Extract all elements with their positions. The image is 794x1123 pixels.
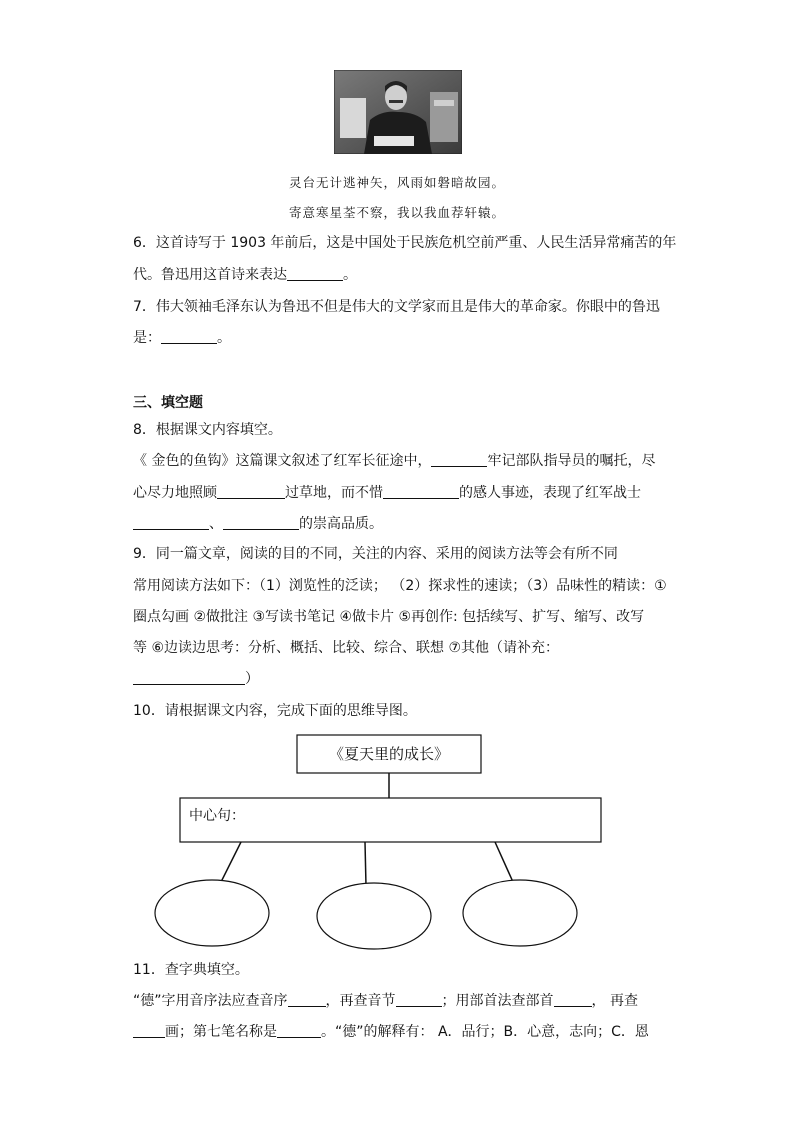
q9-line-4: 等 ⑥边读边思考：分析、概括、比较、综合、联想 ⑦其他（请补充： (133, 640, 560, 656)
branch-ellipse-3[interactable] (463, 880, 577, 946)
q6-line-2: 代。鲁迅用这首诗来表达 。 (133, 267, 357, 283)
q6-line-1: 6．这首诗写于 1903 年前后，这是中国处于民族危机空前严重、人民生活异常痛苦的年 (133, 235, 677, 251)
q8-line-3: 、 的崇高品质。 (133, 514, 383, 534)
q8-prompt: 8．根据课文内容填空。 (133, 422, 282, 438)
center-sentence-label: 中心句： (189, 808, 245, 824)
q9-line-1: 9．同一篇文章，阅读的目的不同，关注的内容、采用的阅读方法等会有所不同 (133, 546, 618, 562)
section-3-title: 三、填空题 (133, 395, 203, 411)
q7-line-2: 是： 。 (133, 330, 231, 346)
q11-blank-4[interactable] (133, 1023, 165, 1038)
q8-line-2: 心尽力地照顾 过草地，而不惜 的感人事迹，表现了红军战士 (133, 485, 641, 501)
branch-ellipse-2[interactable] (317, 883, 431, 949)
q11-prompt: 11．查字典填空。 (133, 962, 249, 978)
q11-line-2: 画；第七笔名称是 。“德”的解释有： A．品行；B．心意，志向；C．恩 (133, 1022, 649, 1042)
q7-line-1: 7．伟大领袖毛泽东认为鲁迅不但是伟大的文学家而且是伟大的革命家。你眼中的鲁迅 (133, 299, 660, 315)
q9-line-2: 常用阅读方法如下：（1）浏览性的泛读； （2）探求性的速读；（3）品味性的精读：① (133, 578, 667, 594)
q11-blank-5[interactable] (277, 1023, 321, 1038)
poem-line-2: 寄意寒星荃不察，我以我血荐轩辕。 (288, 205, 505, 220)
q11-blank-3[interactable] (554, 992, 592, 1007)
q9-line-5: ） (133, 669, 259, 689)
connector-right (495, 842, 513, 882)
q10-prompt: 10．请根据课文内容，完成下面的思维导图。 (133, 703, 417, 719)
q11-blank-2[interactable] (396, 992, 442, 1007)
q11-blank-1[interactable] (288, 992, 326, 1007)
q11-line-1: “德”字用音序法应查音序 ，再查音节 ；用部首法查部首 ， 再查 (133, 993, 638, 1009)
mind-map-title: 《夏天里的成长》 (328, 745, 449, 763)
q8-line-1: 《 金色的鱼钩》这篇课文叙述了红军长征途中， 牢记部队指导员的嘱托，尽 (133, 453, 656, 469)
connector-middle (365, 842, 366, 886)
connector-left (221, 842, 241, 882)
branch-ellipse-1[interactable] (155, 880, 269, 946)
poem-line-1: 灵台无计逃神矢，风雨如磐暗故园。 (288, 175, 505, 190)
q9-line-3: 圈点勾画 ②做批注 ③写读书笔记 ④做卡片 ⑤再创作: 包括续写、扩写、缩写、改写 (133, 609, 645, 625)
